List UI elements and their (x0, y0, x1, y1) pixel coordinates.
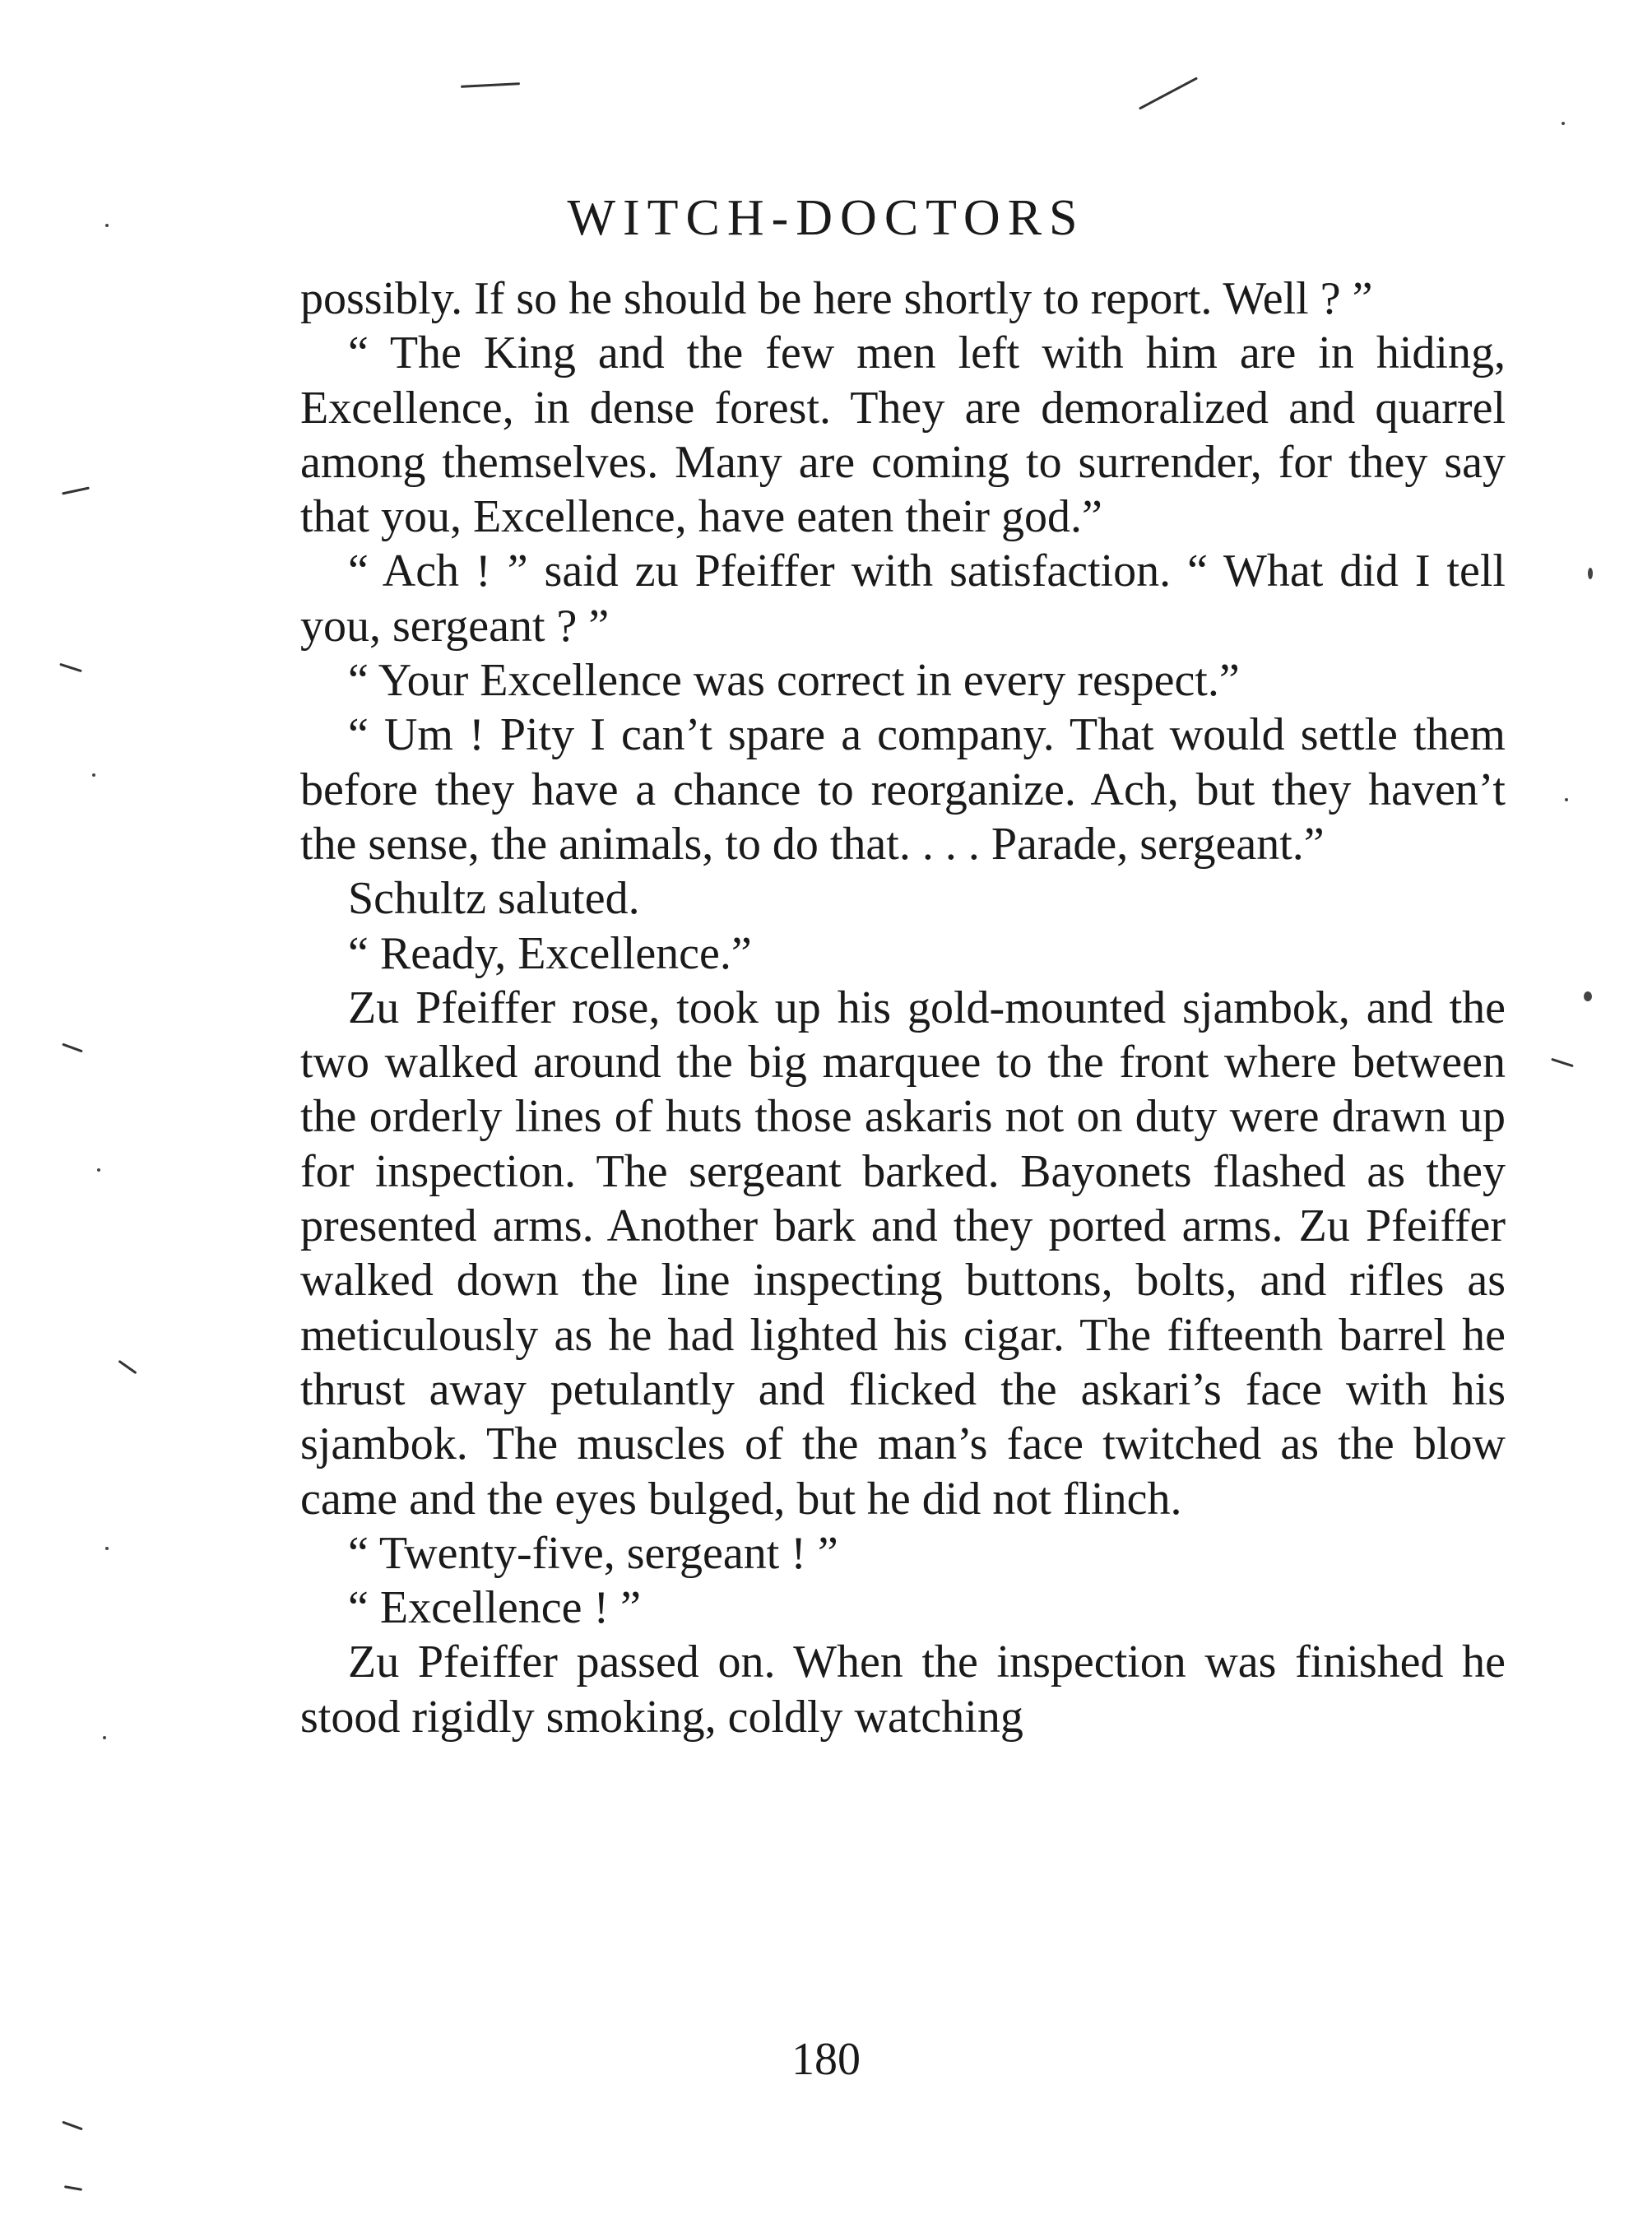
scan-mark (461, 82, 520, 88)
paragraph: “ Ach ! ” said zu Pfeiffer with satisfaction. “ What did I tell you, sergeant ? ” (300, 545, 1506, 652)
scan-mark (59, 663, 82, 673)
scan-mark (62, 2121, 82, 2131)
running-head: WITCH-DOCTORS (567, 190, 1085, 246)
scan-speck (105, 1547, 109, 1550)
scan-mark (1139, 77, 1198, 109)
paragraph: Zu Pfeiffer passed on. When the inspection was finished he stood rigidly smoking, coldly watching (300, 1636, 1506, 1743)
scan-speck (1562, 122, 1565, 125)
scan-speck (92, 773, 95, 777)
scan-speck (1584, 991, 1592, 1001)
paragraph: Zu Pfeiffer rose, took up his gold-mounted sjambok, and the two walked around the big marquee to the front where between the orderly lines of huts those askaris not on duty were drawn up for inspection. The sergeant barked. Bayonets flashed as they presented arms. Another bark and they ported arms. Zu Pfeiffer walked down the line inspecting buttons, bolts, and rifles as meticulously as he had lighted his cigar. The fifteenth barrel he thrust away petulantly and flicked the askari’s face with his sjambok. The muscles of the man’s face twitched as the blow came and the eyes bulged, but he did not flinch. (300, 982, 1506, 1525)
paragraph: possibly. If so he should be here shortly to report. Well ? ” (300, 273, 1373, 324)
paragraph: Schultz saluted. (348, 873, 640, 925)
paragraph: “ Your Excellence was correct in every respect.” (348, 655, 1240, 707)
scan-mark (62, 486, 90, 494)
paragraph: “ Excellence ! ” (348, 1582, 641, 1634)
paragraph: “ Ready, Excellence.” (348, 927, 752, 979)
page-number: 180 (791, 2034, 861, 2085)
scan-mark (1551, 1058, 1574, 1068)
paragraph: “ Um ! Pity I can’t spare a company. That would settle them before they have a chance to reorganize. Ach, but they haven’t the sense, the animals, to do that. . . . Parade, sergeant.” (300, 709, 1506, 870)
scan-mark (62, 1043, 82, 1053)
paragraph: “ The King and the few men left with him are in hiding, Excellence, in dense forest. They are demoralized and quarrel among themselves. Many are coming to surrender, for they say that you, Excellence, have eaten their god.” (300, 327, 1506, 543)
scan-speck (97, 1168, 100, 1172)
scan-speck (1588, 568, 1593, 579)
scan-mark (64, 2185, 82, 2191)
paragraph: “ Twenty-five, sergeant ! ” (348, 1527, 838, 1579)
scan-speck (103, 1736, 106, 1739)
scan-mark (118, 1360, 137, 1374)
scan-speck (1565, 798, 1568, 801)
body-text (300, 272, 1506, 1744)
